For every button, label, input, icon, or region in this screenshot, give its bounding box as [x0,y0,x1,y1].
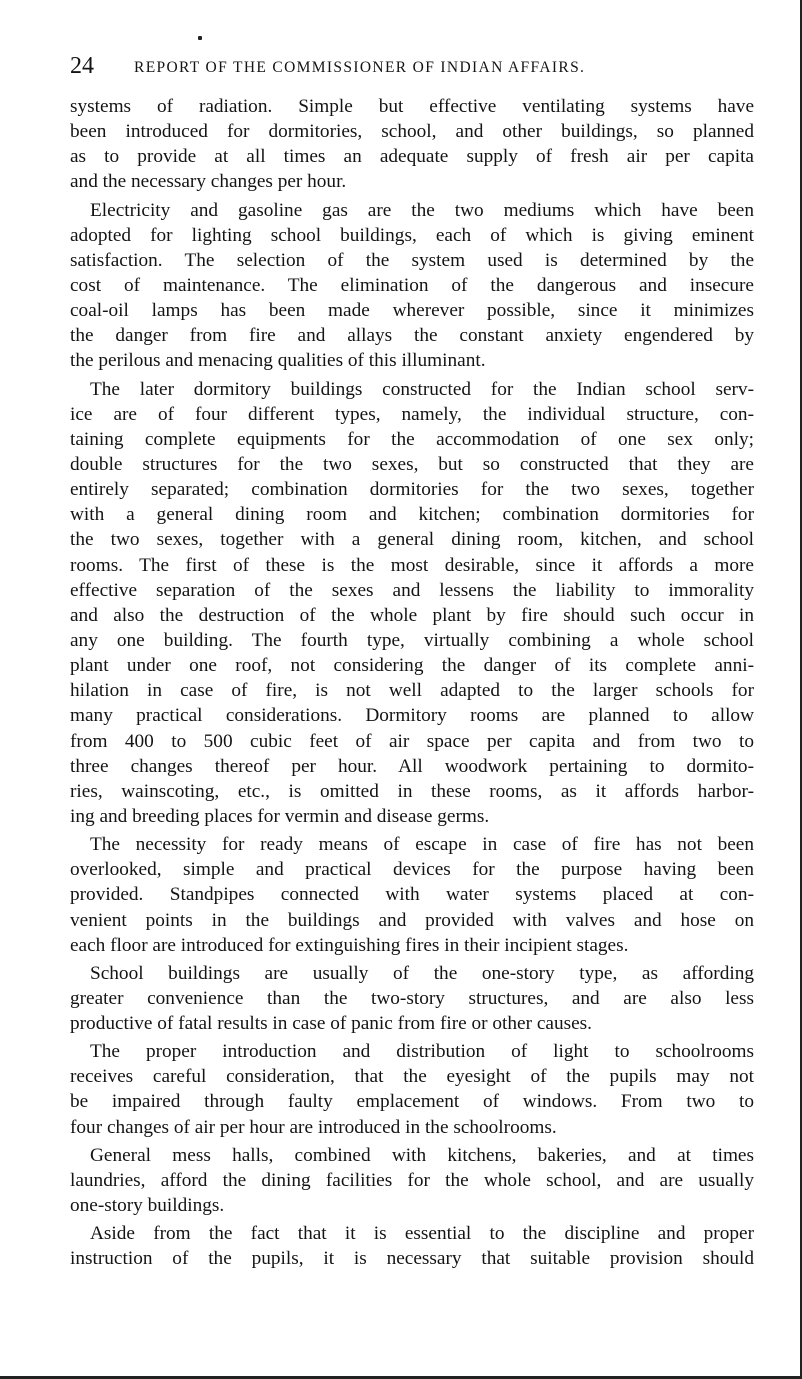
text-line: rooms. The first of these is the most desirable, since it affords a more [70,554,754,576]
paragraph [70,377,754,830]
text-line: any one building. The fourth type, virtually combining a whole school [70,629,754,651]
text-line: ing and breeding places for vermin and disease germs. [70,805,490,827]
text-line: instruction of the pupils, it is necessary that suitable provision should [70,1248,754,1270]
text-line: venient points in the buildings and provided with valves and hose on [70,909,754,931]
text-line: greater convenience than the two-story structures, and are also less [70,987,754,1009]
text-line: laundries, afford the dining facilities for the whole school, and are usually [70,1169,754,1191]
text-line: taining complete equipments for the accommodation of one sex only; [70,428,754,450]
text-line: provided. Standpipes connected with water systems placed at con- [70,884,754,906]
paragraph [70,1221,754,1271]
text-line: General mess halls, combined with kitchens, bakeries, and at times [90,1144,754,1166]
text-line: systems of radiation. Simple but effective ventilating systems have [70,96,754,117]
paragraph [70,198,754,374]
text-line: been introduced for dormitories, school, and other buildings, so planned [70,121,754,143]
text-line: productive of fatal results in case of panic from fire or other causes. [70,1013,592,1035]
text-line: one-story buildings. [70,1195,225,1217]
text-line: the two sexes, together with a general dining room, kitchen, and school [70,529,754,551]
text-line: each floor are introduced for extinguishing fires in their incipient stages. [70,934,629,956]
text-line: entirely separated; combination dormitories for the two sexes, together [70,479,754,501]
text-line: coal-oil lamps has been made wherever possible, since it minimizes [70,300,754,322]
text-line: overlooked, simple and practical devices for the purpose having been [70,859,754,881]
text-line: The proper introduction and distribution of light to schoolrooms [90,1041,754,1063]
page-number: 24 [70,53,94,79]
text-line: plant under one roof, not considering the danger of its complete anni- [70,655,754,677]
text-line: receives careful consideration, that the eyesight of the pupils may not [70,1066,754,1088]
text-line: be impaired through faulty emplacement of windows. From two to [70,1091,754,1113]
text-line: the perilous and menacing qualities of this illuminant. [70,350,486,372]
text-line: effective separation of the sexes and lessens the liability to immorality [70,579,754,601]
text-line: three changes thereof per hour. All woodwork pertaining to dormito- [70,755,754,777]
text-line: cost of maintenance. The elimination of the dangerous and insecure [70,274,754,296]
text-line: and the necessary changes per hour. [70,171,347,193]
text-line: ries, wainscoting, etc., is omitted in these rooms, as it affords harbor- [70,780,754,802]
paragraph [70,832,754,958]
text-line: The necessity for ready means of escape in case of fire has not been [90,834,754,856]
paragraph [70,1143,754,1218]
body-text [70,94,754,1274]
text-line: satisfaction. The selection of the system used is determined by the [70,249,754,271]
text-line: the danger from fire and allays the constant anxiety engendered by [70,325,754,347]
text-line: double structures for the two sexes, but so constructed that they are [70,453,754,475]
text-line: School buildings are usually of the one-story type, as affording [90,962,754,984]
text-line: as to provide at all times an adequate supply of fresh air per capita [70,146,754,168]
text-line: The later dormitory buildings constructed for the Indian school serv- [90,378,754,400]
print-speck [198,36,202,40]
text-line: Electricity and gasoline gas are the two mediums which have been [90,199,754,221]
text-line: with a general dining room and kitchen; combination dormitories for [70,504,754,526]
text-line: adopted for lighting school buildings, each of which is giving eminent [70,224,754,246]
text-line: ice are of four different types, namely, the individual structure, con- [70,403,754,425]
running-head: REPORT OF THE COMMISSIONER OF INDIAN AFFAIRS. [134,59,586,76]
text-line: and also the destruction of the whole plant by fire should such occur in [70,604,754,626]
text-line: four changes of air per hour are introduced in the schoolrooms. [70,1116,557,1138]
text-line: many practical considerations. Dormitory rooms are planned to allow [70,705,754,727]
paragraph [70,1039,754,1140]
text-line: hilation in case of fire, is not well adapted to the larger schools for [70,680,754,702]
paragraph [70,94,754,195]
text-line: from 400 to 500 cubic feet of air space per capita and from two to [70,730,754,752]
page-header [70,52,760,82]
paragraph [70,961,754,1036]
text-line: Aside from the fact that it is essential to the discipline and proper [90,1223,754,1245]
